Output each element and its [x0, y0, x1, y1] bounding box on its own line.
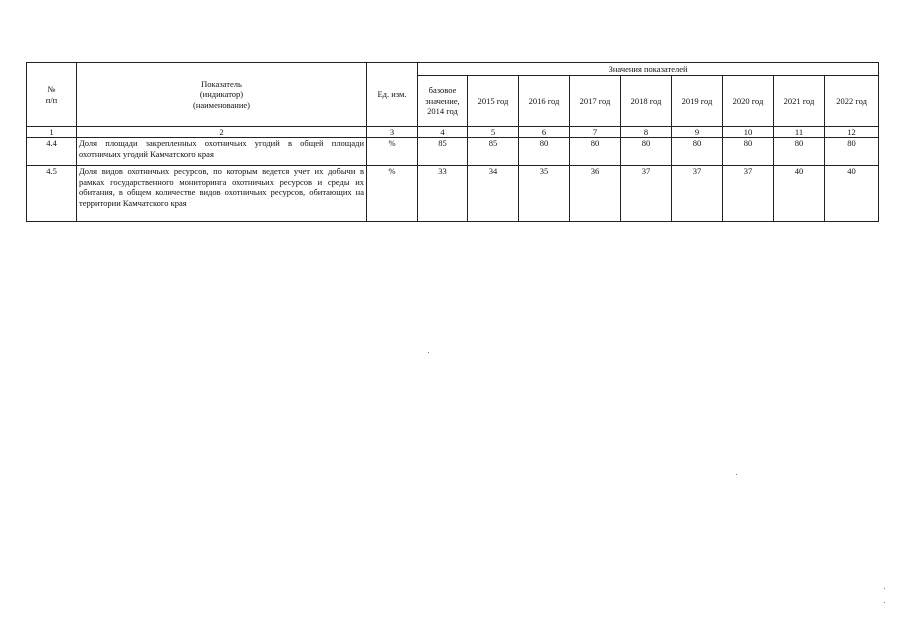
column-number: 11 [774, 127, 825, 138]
header-year-2018: 2018 год [621, 76, 672, 127]
header-year-2015: 2015 год [468, 76, 519, 127]
header-year-2022: 2022 год [825, 76, 879, 127]
column-number: 3 [367, 127, 418, 138]
column-number: 4 [418, 127, 468, 138]
value-cell-2019: 80 [672, 138, 723, 166]
column-number: 6 [519, 127, 570, 138]
value-cell-2020: 80 [723, 138, 774, 166]
value-cell-2022: 40 [825, 166, 879, 222]
table-row [27, 166, 879, 222]
header-base-value: базовое значение, 2014 год [418, 76, 468, 127]
value-cell-2015: 85 [468, 138, 519, 166]
scan-speck [736, 474, 737, 475]
header-year-2019: 2019 год [672, 76, 723, 127]
scan-speck [884, 602, 885, 603]
unit-cell: % [367, 138, 418, 166]
header-year-2021: 2021 год [774, 76, 825, 127]
header-year-2017: 2017 год [570, 76, 621, 127]
row-number: 4.5 [27, 166, 77, 222]
header-year-2016: 2016 год [519, 76, 570, 127]
header-values-group: Значения показателей [418, 63, 879, 76]
value-cell-2022: 80 [825, 138, 879, 166]
value-cell-2017: 36 [570, 166, 621, 222]
value-cell-2016: 35 [519, 166, 570, 222]
column-number: 12 [825, 127, 879, 138]
row-number: 4.4 [27, 138, 77, 166]
value-cell-2019: 37 [672, 166, 723, 222]
value-cell-2018: 80 [621, 138, 672, 166]
value-cell-2016: 80 [519, 138, 570, 166]
table-row [27, 138, 879, 166]
value-cell-2018: 37 [621, 166, 672, 222]
column-number: 10 [723, 127, 774, 138]
scan-speck [884, 588, 885, 589]
header-row-group [27, 63, 879, 76]
column-number: 5 [468, 127, 519, 138]
column-number: 9 [672, 127, 723, 138]
base-value-cell: 33 [418, 166, 468, 222]
header-year-2020: 2020 год [723, 76, 774, 127]
header-num: № п/п [27, 63, 77, 127]
value-cell-2015: 34 [468, 166, 519, 222]
header-unit: Ед. изм. [367, 63, 418, 127]
base-value-cell: 85 [418, 138, 468, 166]
value-cell-2021: 80 [774, 138, 825, 166]
indicator-name: Доля видов охотничьих ресурсов, по которым ведется учет их добычи в рамках государственного мониторинга охотничьих ресурсов и среды их обитания, в общем количестве видов охотничьих ресурсов, обитающих на территории Камчатского края [77, 166, 367, 222]
indicators-table [26, 62, 879, 222]
column-number: 8 [621, 127, 672, 138]
value-cell-2020: 37 [723, 166, 774, 222]
value-cell-2021: 40 [774, 166, 825, 222]
value-cell-2017: 80 [570, 138, 621, 166]
column-number: 2 [77, 127, 367, 138]
scan-speck [428, 352, 429, 353]
unit-cell: % [367, 166, 418, 222]
column-number: 7 [570, 127, 621, 138]
indicator-name: Доля площади закрепленных охотничьих угодий в общей площади охотничьих угодий Камчатского края [77, 138, 367, 166]
column-number: 1 [27, 127, 77, 138]
header-indicator: Показатель (индикатор) (наименование) [77, 63, 367, 127]
column-numbers-row [27, 127, 879, 138]
